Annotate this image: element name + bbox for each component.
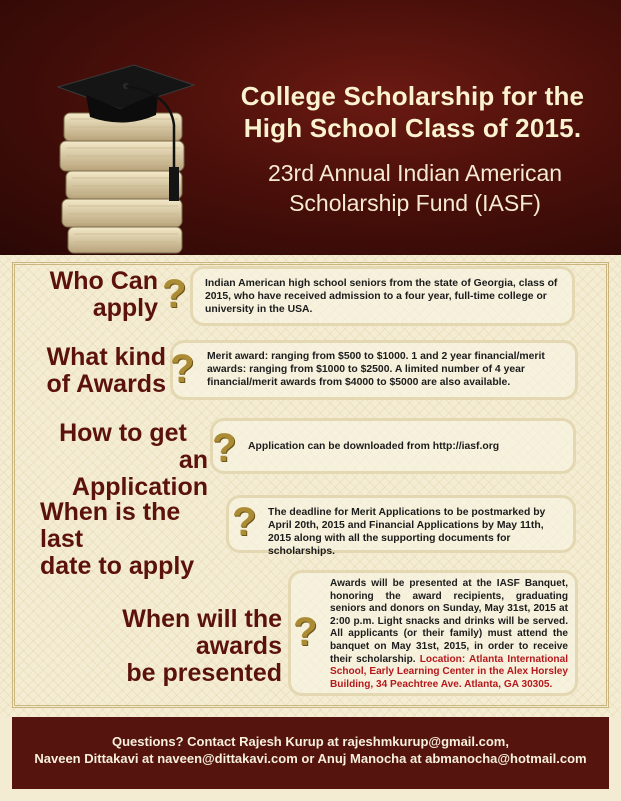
- contact-line: Naveen Dittakavi at naveen@dittakavi.com or Anuj Manocha at abmanocha@hotmail.com: [34, 751, 587, 766]
- header-banner: [0, 0, 621, 255]
- section-heading-awards: [40, 606, 282, 687]
- title-line: High School Class of 2015.: [243, 113, 582, 143]
- heading-line: of Awards: [46, 370, 166, 398]
- section-answer-deadline: The deadline for Merit Applications to be postmarked by April 20th, 2015 and Financial Applications by May 11th, 2015 along with all the supporting documents for scholarships.: [268, 507, 546, 557]
- section-heading-how: [38, 420, 208, 501]
- heading-line: Who Can: [49, 267, 158, 295]
- awards-description: Awards will be presented at the IASF Banquet, honoring the award recipients, graduating seniors and donors on Sunday, May 31st, 2015 at 2:00 p.m. Light snacks and drinks will be served. All applicants (or their family) must attend the banquet on May 31st, 2015, in order to receive their scholarship.: [330, 578, 568, 665]
- heading-line: an Application: [71, 446, 208, 501]
- heading-line: be presented: [126, 659, 282, 687]
- awards-location: Location: Atlanta International School, Early Learning Center in the Alex Horsley Building, 34 Peachtree Ave. Atlanta, GA 30305.: [330, 653, 568, 690]
- page-subtitle: [230, 158, 600, 218]
- contact-info: [12, 733, 609, 767]
- question-mark-icon: ?: [293, 610, 318, 654]
- section-answer-awards: [330, 578, 568, 691]
- heading-line: When is the last: [40, 498, 181, 553]
- section-heading-deadline: [40, 499, 224, 580]
- title-line: College Scholarship for the: [240, 81, 585, 111]
- heading-line: apply: [92, 294, 158, 322]
- subtitle-line: Scholarship Fund (IASF): [289, 190, 541, 216]
- question-mark-icon: ?: [162, 272, 187, 316]
- section-heading-who: [40, 268, 158, 322]
- subtitle-line: 23rd Annual Indian American: [267, 160, 563, 186]
- section-answer-what: Merit award: ranging from $500 to $1000. 1 and 2 year financial/merit awards: ranging from $1000 to $2500. A limited number of 4 year financial/merit awards from $4000 to $5000 are also available.: [207, 351, 545, 388]
- question-mark-icon: ?: [170, 347, 195, 391]
- section-answer-who: Indian American high school seniors from the state of Georgia, class of 2015, who have received admission to a four year, full-time college or university in the USA.: [205, 278, 558, 315]
- contact-line: Questions? Contact Rajesh Kurup at rajeshmkurup@gmail.com,: [112, 734, 509, 749]
- book-stack-icon: [38, 55, 198, 255]
- question-mark-icon: ?: [232, 500, 257, 544]
- book-stack: [60, 113, 184, 253]
- heading-line: When will the awards: [122, 605, 282, 660]
- page-title: [210, 80, 615, 144]
- heading-line: date to apply: [40, 552, 195, 580]
- section-answer-how: Application can be downloaded from http://iasf.org: [248, 441, 500, 452]
- heading-line: How to get: [59, 419, 187, 447]
- question-mark-icon: ?: [212, 426, 237, 470]
- section-heading-what: [36, 344, 166, 398]
- heading-line: What kind: [46, 343, 166, 371]
